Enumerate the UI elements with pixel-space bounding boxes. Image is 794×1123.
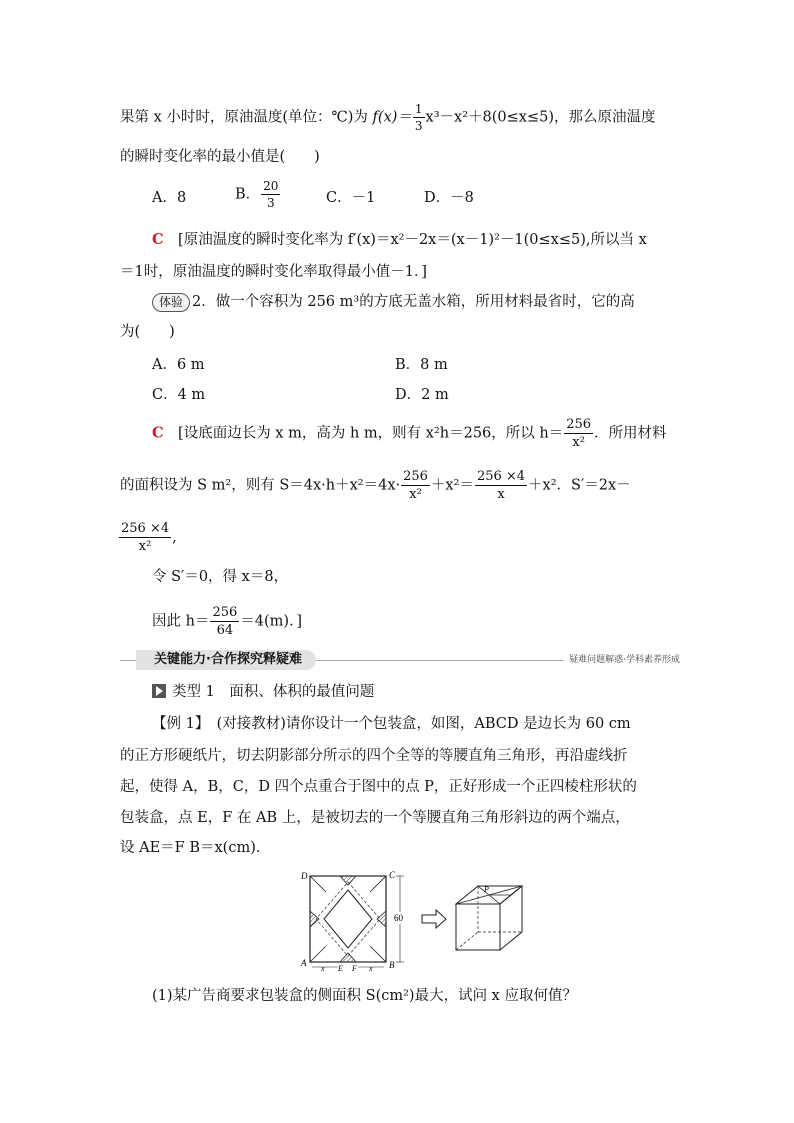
cut-triangle-top	[340, 876, 356, 885]
play-icon	[152, 684, 166, 698]
label-B: B	[389, 960, 395, 970]
experience-badge: 体验	[152, 293, 190, 312]
option-c: C．－1	[326, 190, 376, 206]
fraction: $\frac{256}{\text{x²}}$	[403, 469, 428, 502]
question-line: 为( )	[120, 324, 175, 340]
option-d: D．2 m	[395, 387, 449, 403]
cut-triangle-left	[310, 911, 319, 927]
fraction: $\frac{256 \times 4}{x}$	[476, 469, 526, 502]
answer-line: $\frac{256 \times 4}{\text{x²}}$ ,	[121, 521, 177, 554]
type-heading: 类型 1 面积、体积的最值问题	[152, 682, 374, 702]
answer-line: 因此 h＝ $\frac{256}{64}$ ＝4(m)．]	[152, 605, 302, 638]
label-x1: x	[321, 964, 325, 973]
fraction: $\frac{20}{3}$	[263, 179, 279, 210]
label-C: C	[389, 870, 396, 880]
answer-line: C [原油温度的瞬时变化率为 f′(x)＝x²－2x＝(x－1)²－1(0≤x≤5),所以当 x	[152, 231, 647, 248]
answer-letter: C	[152, 231, 164, 248]
label-D: D	[301, 871, 308, 881]
question-line: 体验 2．做一个容积为 256 m³的方底无盖水箱，所用材料最省时，它的高	[152, 292, 635, 312]
label-P: P	[484, 885, 489, 894]
example-line: 设 AE＝F B＝x(cm)．	[120, 840, 271, 856]
example-line: 的正方形硬纸片，切去阴影部分所示的四个全等的等腰直角三角形，再沿虚线折	[120, 748, 628, 764]
section-header	[120, 648, 680, 672]
option-d: D．－8	[424, 190, 474, 206]
arrow-icon	[422, 910, 446, 928]
fraction: $\frac{256 \times 4}{\text{x²}}$	[121, 521, 170, 554]
prism-side	[500, 886, 522, 950]
label-60: 60	[394, 913, 403, 923]
option-a: A．8	[152, 190, 187, 206]
answer-line: 的面积设为 S m²，则有 S＝4x·h＋x²＝4x· $\frac{256}{\text{x²}}$ ＋x²＝ $\frac{256 \times 4}{x}$ ＋x²．S′＝2x－	[120, 469, 631, 502]
inner-square	[324, 890, 372, 948]
example-label: 【例 1】	[152, 716, 203, 732]
cut-triangle-bottom	[340, 953, 356, 962]
section-title: 关键能力·合作探究释疑难	[136, 650, 316, 670]
answer-line: 令 S′＝0，得 x＝8，	[152, 569, 289, 585]
problem-text-line: 果第 x 小时时，原油温度(单位：℃)为 f(x)＝ $\frac{1}{3}$ x³－x²＋8(0≤x≤5)，那么原油温度	[120, 102, 656, 133]
answer-letter: C	[152, 424, 164, 442]
problem-text-line: 的瞬时变化率的最小值是( )	[120, 149, 320, 165]
example-line: 起，使得 A，B，C，D 四个点重合于图中的点 P，正好形成一个正四棱柱形状的	[120, 779, 637, 795]
answer-line: C [设底面边长为 x m，高为 h m，则有 x²h＝256，所以 h＝ $\frac{256}{\text{x²}}$ ．所用材料	[152, 417, 667, 450]
fraction: $\frac{256}{64}$	[212, 605, 238, 638]
sub-question: (1)某广告商要求包装盒的侧面积 S(cm²)最大，试问 x 应取何值？	[152, 988, 577, 1004]
fold-lines	[316, 882, 380, 956]
fraction: $\frac{256}{\text{x²}}$	[566, 417, 592, 450]
option-a: A．6 m	[152, 357, 205, 373]
label-x2: x	[369, 964, 373, 973]
label-F: F	[352, 964, 357, 973]
answer-line: ＝1时，原油温度的瞬时变化率取得最小值－1．]	[120, 264, 427, 280]
label-E: E	[338, 964, 343, 973]
package-box-figure	[296, 868, 556, 976]
section-subtitle: 疑难问题解惑·学科素养形成	[563, 652, 680, 665]
fraction: $\frac{1}{3}$	[414, 102, 423, 133]
example-line: 包装盒，点 E，F 在 AB 上，是被切去的一个等腰直角三角形斜边的两个端点，	[120, 810, 630, 826]
option-b: B．8 m	[395, 357, 448, 373]
example-line: 【例 1】 (对接教材)请你设计一个包装盒，如图，ABCD 是边长为 60 cm	[152, 716, 631, 732]
square-sheet	[310, 876, 386, 962]
cut-triangle-right	[377, 911, 386, 927]
option-b: B． $\frac{20}{3}$	[235, 179, 279, 210]
label-A: A	[301, 958, 307, 968]
option-c: C．4 m	[152, 387, 206, 403]
